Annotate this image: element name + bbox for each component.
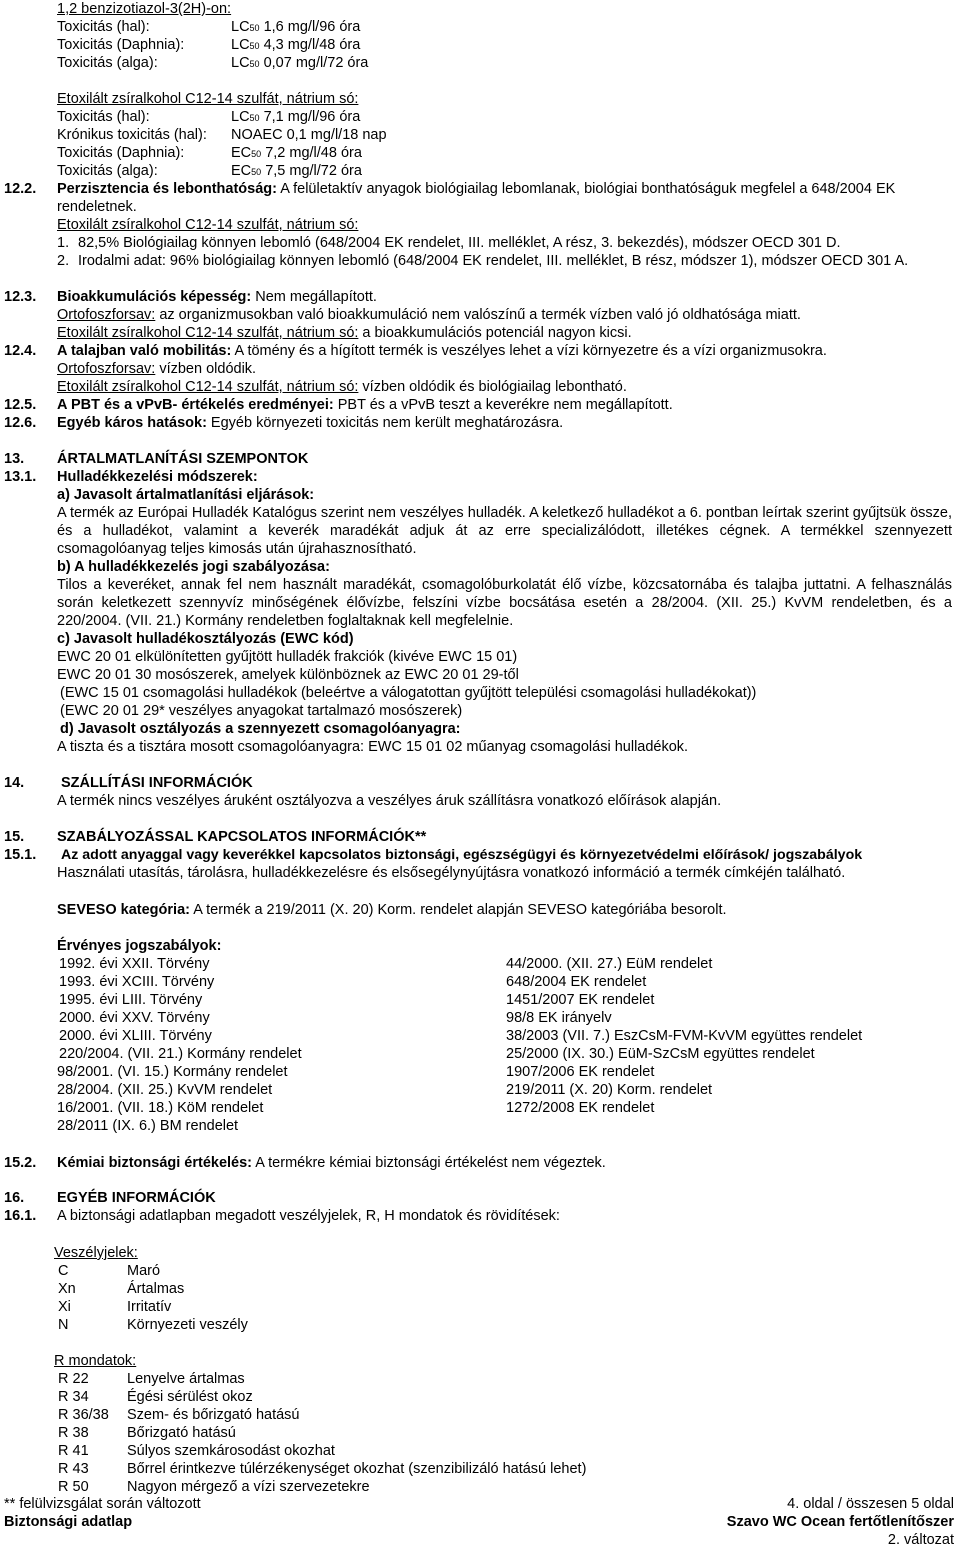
section-16 [0, 1189, 952, 1225]
tox-value-subscript: 50 [249, 113, 260, 123]
law-item: 220/2004. (VII. 21.) Kormány rendelet [59, 1046, 302, 1062]
section-line: Ortofoszforsav: az organizmusokban való bioakkumuláció nem valószínű a termék vízben való jó oldhatósága miatt. [57, 307, 801, 323]
code: R 50 [58, 1479, 89, 1495]
tox-value-prefix: NOAEC 0,1 mg/l/18 nap [231, 127, 387, 143]
section-number: 12.3. [4, 289, 37, 305]
tox-row [0, 126, 952, 144]
law-item: 2000. évi XXV. Törvény [59, 1010, 210, 1026]
tox-value-subscript: 50 [249, 23, 260, 33]
tox-label: Toxicitás (hal): [57, 19, 150, 35]
footer-doc-type: Biztonsági adatlap [4, 1514, 133, 1530]
tox-value-prefix: LC [231, 109, 250, 125]
section-text: Perzisztencia és lebonthatóság: A felületaktív anyagok biológiailag lebomlanak, biológiai bonthatóságuk megfelel a 648/2004 EK rendeletnek. [57, 181, 896, 215]
tox-row [0, 162, 952, 180]
tox-value-amount: 7,5 mg/l/72 óra [261, 163, 362, 179]
section-12-6 [0, 414, 952, 432]
tox-value-amount: 7,1 mg/l/96 óra [259, 109, 361, 125]
tox-value [231, 108, 360, 127]
law-item: 1272/2008 EK rendelet [506, 1100, 655, 1116]
section-text: A termék nincs veszélyes áruként osztályozva a veszélyes áruk szállításra vonatkozó előírások alapján. [57, 793, 722, 809]
code: Xi [58, 1299, 71, 1315]
code-text: Környezeti veszély [127, 1317, 248, 1333]
tox-value-amount: 1,6 mg/l/96 óra [259, 19, 361, 35]
code: R 43 [58, 1461, 89, 1477]
footer-page: 4. oldal / összesen 5 oldal [787, 1496, 954, 1512]
tox2-title: Etoxilált zsíralkohol C12-14 szulfát, nátrium só: [57, 91, 359, 107]
code: R 38 [58, 1425, 89, 1441]
code-row [0, 1478, 952, 1496]
law-item: 648/2004 EK rendelet [506, 974, 647, 990]
section-line: Etoxilált zsíralkohol C12-14 szulfát, nátrium só: a bioakkumulációs potenciál nagyon kicsi. [57, 325, 632, 341]
section-line: Etoxilált zsíralkohol C12-14 szulfát, nátrium só: vízben oldódik és biológiailag lebontható. [57, 379, 627, 395]
laws-block [0, 937, 952, 1135]
tox-value-subscript: 50 [249, 41, 260, 51]
section-13 [0, 450, 952, 756]
section-line: Ortofoszforsav: vízben oldódik. [57, 361, 257, 377]
tox-row [0, 18, 952, 36]
subsection-d-title: d) Javasolt osztályozás a szennyezett csomagolóanyagra: [60, 721, 461, 737]
section-text: Használati utasítás, tárolásra, hulladékkezelésre és elsősegélynyújtásra vonatkozó információ a termék címkéjén található. [57, 865, 846, 881]
subsection-b-title: b) A hulladékkezelés jogi szabályozása: [57, 559, 330, 575]
code-row [0, 1460, 952, 1478]
code-row [0, 1280, 952, 1298]
section-12-3 [0, 288, 952, 342]
tox-value [231, 144, 362, 163]
tox-value [231, 54, 368, 73]
tox-value-amount: 0,07 mg/l/72 óra [259, 55, 369, 71]
section-15-2 [0, 1154, 952, 1172]
law-item: 38/2003 (VII. 7.) EszCsM-FVM-KvVM együttes rendelet [506, 1028, 863, 1044]
code: R 34 [58, 1389, 89, 1405]
list-item: 2. Irodalmi adat: 96% biológiailag könnyen lebomló (648/2004 EK rendelet, III. melléklet, B rész, módszer 1), módszer OECD 301 A. [57, 253, 909, 269]
law-item: 1451/2007 EK rendelet [506, 992, 655, 1008]
footer [0, 1495, 960, 1549]
section-number: 12.5. [4, 397, 37, 413]
section-text: A PBT és a vPvB- értékelés eredményei: PBT és a vPvB teszt a keverékre nem megállapított. [57, 397, 673, 413]
tox-label: Toxicitás (Daphnia): [57, 145, 185, 161]
section-number: 12.2. [4, 181, 37, 197]
tox-value [231, 126, 387, 145]
section-number: 16. [4, 1190, 25, 1206]
toxicity-block-1 [0, 0, 952, 72]
section-title: SZÁLLÍTÁSI INFORMÁCIÓK [61, 775, 253, 791]
section-number: 15.2. [4, 1155, 37, 1171]
subsection-d-text: A tiszta és a tisztára mosott csomagolóanyagra: EWC 15 01 02 műanyag csomagolási hulladékok. [57, 739, 689, 755]
laws-title: Érvényes jogszabályok: [57, 938, 222, 954]
tox-label: Krónikus toxicitás (hal): [57, 127, 207, 143]
section-number: 15. [4, 829, 25, 845]
subsection-c-title: c) Javasolt hulladékosztályozás (EWC kód) [57, 631, 354, 647]
code-text: Lenyelve ártalmas [127, 1371, 245, 1387]
subsection-a-text: A termék az Európai Hulladék Katalógus szerint nem veszélyes hulladék. A keletkező hulladékot a 6. pontban leírtak szerint gyűjtsük össze, és a hulladékot, valamint a keverék maradékát adjuk át az erre specializálódott, illetékes cégnek. A termékkel szennyezett csomagolóanyag teljes kimosás után újrahasznosítható. [57, 505, 952, 557]
code-text: Bőrrel érintkezve túlérzékenységet okozhat (szenzibilizáló hatású lehet) [127, 1461, 587, 1477]
section-text: Bioakkumulációs képesség: Nem megállapított. [57, 289, 377, 305]
tox-value-subscript: 50 [249, 59, 260, 69]
section-number: 12.6. [4, 415, 37, 431]
code-row [0, 1298, 952, 1316]
code-row [0, 1406, 952, 1424]
tox-value-prefix: LC [231, 55, 250, 71]
ewc-line: (EWC 15 01 csomagolási hulladékok (beleértve a válogatottan gyűjtött települési csomagolási hulladékokat)) [60, 685, 757, 701]
section-subtitle: Etoxilált zsíralkohol C12-14 szulfát, nátrium só: [57, 217, 359, 233]
tox-value [231, 162, 362, 181]
code-text: Bőrizgató hatású [127, 1425, 236, 1441]
tox-value-prefix: LC [231, 19, 250, 35]
section-text: Egyéb káros hatások: Egyéb környezeti toxicitás nem került meghatározásra. [57, 415, 564, 431]
code: R 36/38 [58, 1407, 109, 1423]
code: C [58, 1263, 69, 1279]
code-row [0, 1262, 952, 1280]
subsection-a-title: a) Javasolt ártalmatlanítási eljárások: [57, 487, 315, 503]
code-text: Maró [127, 1263, 161, 1279]
tox-value-prefix: EC [231, 145, 252, 161]
section-12-2 [0, 180, 952, 288]
hazard-symbols [0, 1244, 952, 1334]
tox-label: Toxicitás (Daphnia): [57, 37, 185, 53]
tox-value-prefix: EC [231, 163, 252, 179]
tox-label: Toxicitás (alga): [57, 55, 158, 71]
footer-note: ** felülvizsgálat során változott [4, 1496, 201, 1512]
r-title: R mondatok: [54, 1353, 137, 1369]
law-item: 25/2000 (IX. 30.) EüM-SzCsM együttes rendelet [506, 1046, 815, 1062]
tox-label: Toxicitás (hal): [57, 109, 150, 125]
law-item: 98/8 EK irányelv [506, 1010, 612, 1026]
footer-version: 2. változat [887, 1532, 954, 1548]
seveso-line: SEVESO kategória: A termék a 219/2011 (X. 20) Korm. rendelet alapján SEVESO kategóriába besorolt. [57, 902, 727, 918]
law-item: 1992. évi XXII. Törvény [59, 956, 210, 972]
section-number: 12.4. [4, 343, 37, 359]
section-14 [0, 774, 952, 810]
law-item: 44/2000. (XII. 27.) EüM rendelet [506, 956, 713, 972]
code-row [0, 1388, 952, 1406]
tox-row [0, 54, 952, 72]
section-title: EGYÉB INFORMÁCIÓK [57, 1190, 216, 1206]
law-item: 1995. évi LIII. Törvény [59, 992, 203, 1008]
section-title: ÁRTALMATLANÍTÁSI SZEMPONTOK [57, 451, 309, 467]
footer-product: Szavo WC Ocean fertőtlenítőszer [726, 1514, 954, 1530]
section-subtitle: Az adott anyaggal vagy keverékkel kapcsolatos biztonsági, egészségügyi és környezetvédelmi előírások/ jogszabályok [61, 847, 863, 863]
section-number: 14. [4, 775, 25, 791]
code: R 22 [58, 1371, 89, 1387]
code-row [0, 1424, 952, 1442]
r-phrases [0, 1352, 952, 1496]
section-number: 16.1. [4, 1208, 37, 1224]
tox-value-subscript: 50 [251, 167, 262, 177]
law-item: 1907/2006 EK rendelet [506, 1064, 655, 1080]
section-12-4 [0, 342, 952, 396]
law-item: 98/2001. (VI. 15.) Kormány rendelet [57, 1064, 288, 1080]
toxicity-block-2 [0, 90, 952, 180]
code-text: Szem- és bőrizgató hatású [127, 1407, 300, 1423]
code: Xn [58, 1281, 76, 1297]
section-number: 15.1. [4, 847, 37, 863]
law-item: 2000. évi XLIII. Törvény [59, 1028, 212, 1044]
code-text: Ártalmas [127, 1281, 185, 1297]
code-text: Nagyon mérgező a vízi szervezetekre [127, 1479, 370, 1495]
ewc-line: (EWC 20 01 29* veszélyes anyagokat tartalmazó mosószerek) [60, 703, 463, 719]
law-item: 16/2001. (VII. 18.) KöM rendelet [57, 1100, 264, 1116]
tox-row [0, 144, 952, 162]
tox-value [231, 18, 360, 37]
hazards-title: Veszélyjelek: [54, 1245, 138, 1261]
ewc-line: EWC 20 01 30 mosószerek, amelyek különböznek az EWC 20 01 29-től [57, 667, 519, 683]
section-number: 13.1. [4, 469, 37, 485]
list-item: 1. 82,5% Biológiailag könnyen lebomló (648/2004 EK rendelet, III. melléklet, A rész, 3. bekezdés), módszer OECD 301 D. [57, 235, 841, 251]
tox1-title: 1,2 benzizotiazol-3(2H)-on: [57, 1, 232, 17]
law-item: 1993. évi XCIII. Törvény [59, 974, 215, 990]
code-row [0, 1442, 952, 1460]
code-row [0, 1316, 952, 1334]
tox-value [231, 36, 360, 55]
tox-value-amount: 4,3 mg/l/48 óra [259, 37, 361, 53]
tox-value-amount: 7,2 mg/l/48 óra [261, 145, 362, 161]
section-text: A biztonsági adatlapban megadott veszélyjelek, R, H mondatok és rövidítések: [57, 1208, 560, 1224]
tox-value-subscript: 50 [251, 149, 262, 159]
code: R 41 [58, 1443, 89, 1459]
section-number: 13. [4, 451, 25, 467]
law-item: 28/2011 (IX. 6.) BM rendelet [57, 1118, 239, 1134]
tox-label: Toxicitás (alga): [57, 163, 158, 179]
ewc-line: EWC 20 01 elkülönítetten gyűjtött hulladék frakciók (kivéve EWC 15 01) [57, 649, 518, 665]
section-title: SZABÁLYOZÁSSAL KAPCSOLATOS INFORMÁCIÓK** [57, 829, 427, 845]
section-12-5 [0, 396, 952, 432]
tox-row [0, 36, 952, 54]
code-text: Irritatív [127, 1299, 172, 1315]
section-subtitle: Hulladékkezelési módszerek: [57, 469, 258, 485]
code-text: Égési sérülést okoz [127, 1389, 253, 1405]
law-item: 219/2011 (X. 20) Korm. rendelet [506, 1082, 713, 1098]
code-text: Súlyos szemkárosodást okozhat [127, 1443, 335, 1459]
code: N [58, 1317, 69, 1333]
section-text: A talajban való mobilitás: A tömény és a hígított termék is veszélyes lehet a vízi környezetre és a vízi organizmusokra. [57, 343, 827, 359]
section-text: Kémiai biztonsági értékelés: A termékre kémiai biztonsági értékelést nem végeztek. [57, 1155, 606, 1171]
tox-value-prefix: LC [231, 37, 250, 53]
subsection-b-text: Tilos a keveréket, annak fel nem használt maradékát, csomagolóburkolatát élő vízbe, közcsatornába és talajba juttatni. A felhasználás során keletkezett szennyvíz minőségének élővízbe, felszíni vízbe bocsátása esetén a 28/2004. (XII. 25.) KvVM rendeletben, és a 220/2004. (VII. 21.) Kormány rendeletben foglaltaknak kell megfelelnie. [57, 577, 952, 629]
tox-row [0, 108, 952, 126]
code-row [0, 1370, 952, 1388]
section-15 [0, 828, 952, 882]
law-item: 28/2004. (XII. 25.) KvVM rendelet [57, 1082, 273, 1098]
